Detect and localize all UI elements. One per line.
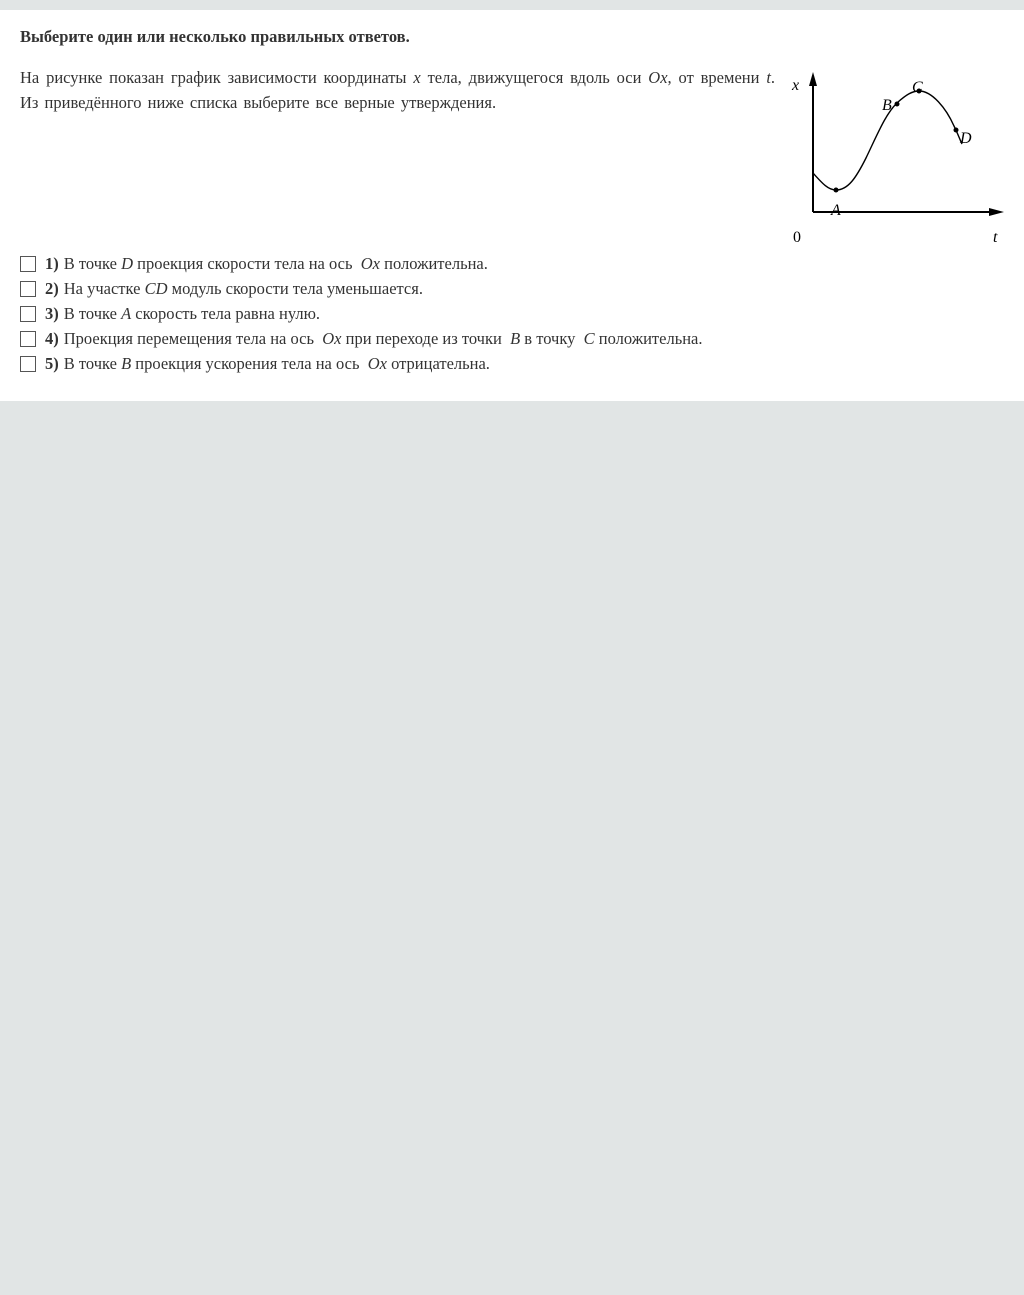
option-var: CD bbox=[144, 278, 168, 298]
option-text: в точку bbox=[524, 328, 576, 348]
var-t: t bbox=[766, 68, 771, 87]
option-var: A bbox=[121, 303, 132, 323]
y-axis-arrow bbox=[809, 72, 817, 86]
option-1-checkbox[interactable] bbox=[20, 256, 36, 272]
option-var: Ox bbox=[360, 253, 381, 273]
answer-option-1[interactable] bbox=[20, 251, 703, 276]
option-text: проекция ускорения тела на ось bbox=[135, 353, 360, 373]
x-axis-label: t bbox=[993, 229, 998, 246]
option-text: Проекция перемещения тела на ось bbox=[63, 328, 314, 348]
x-axis-arrow bbox=[989, 208, 1004, 216]
option-text: модуль скорости тела уменьшается. bbox=[171, 278, 423, 298]
point-c-label: C bbox=[912, 79, 923, 96]
point-a-label: A bbox=[831, 202, 841, 219]
option-var: Ox bbox=[367, 353, 387, 373]
option-text: На участке bbox=[63, 278, 141, 298]
option-text: В точке bbox=[63, 253, 117, 273]
instruction-text: Выберите один или несколько правильных ответов. bbox=[20, 27, 410, 46]
question-part: На рисунке показан график зависимости координаты bbox=[20, 68, 407, 87]
answer-option-3[interactable] bbox=[20, 301, 703, 326]
point-b-label: B bbox=[882, 97, 892, 114]
question-text bbox=[20, 65, 775, 115]
option-text: В точке bbox=[63, 353, 117, 373]
option-text: проекция скорости тела на ось bbox=[137, 253, 353, 273]
answer-option-4[interactable] bbox=[20, 326, 703, 351]
option-5-checkbox[interactable] bbox=[20, 356, 36, 372]
question-card bbox=[0, 10, 1024, 401]
point-a-marker bbox=[834, 188, 839, 193]
option-var: B bbox=[510, 328, 521, 348]
option-text: при переходе из точки bbox=[345, 328, 502, 348]
option-text: положительна. bbox=[598, 328, 703, 348]
option-text: положительна. bbox=[384, 253, 488, 273]
origin-label: 0 bbox=[793, 229, 801, 246]
var-x: x bbox=[413, 68, 421, 87]
y-axis-label: x bbox=[792, 77, 800, 94]
point-d-marker bbox=[954, 128, 959, 133]
point-d-label: D bbox=[960, 130, 972, 147]
question-part: тела, движущегося вдоль оси bbox=[427, 68, 642, 87]
option-2-checkbox[interactable] bbox=[20, 281, 36, 297]
option-number: 2) bbox=[45, 278, 59, 298]
option-text: В точке bbox=[63, 303, 117, 323]
option-number: 5) bbox=[45, 353, 59, 373]
answer-options bbox=[20, 251, 703, 376]
option-var: D bbox=[121, 253, 133, 273]
option-number: 1) bbox=[45, 253, 59, 273]
option-number: 3) bbox=[45, 303, 59, 323]
option-var: Ox bbox=[322, 328, 342, 348]
option-text: отрицательна. bbox=[391, 353, 490, 373]
option-4-checkbox[interactable] bbox=[20, 331, 36, 347]
question-part: , от времени bbox=[667, 68, 760, 87]
answer-option-5[interactable] bbox=[20, 351, 703, 376]
x-t-graph bbox=[786, 68, 1008, 248]
answer-option-2[interactable] bbox=[20, 276, 703, 301]
option-number: 4) bbox=[45, 328, 59, 348]
axis-ox: Ox bbox=[648, 68, 668, 87]
option-3-checkbox[interactable] bbox=[20, 306, 36, 322]
option-var: B bbox=[121, 353, 132, 373]
option-text: скорость тела равна нулю. bbox=[135, 303, 321, 323]
point-b-marker bbox=[895, 102, 900, 107]
question-part: . Из приведённого ниже списка выберите все верные утверждения. bbox=[20, 68, 776, 112]
option-var: C bbox=[583, 328, 595, 348]
top-bar bbox=[0, 0, 1024, 10]
